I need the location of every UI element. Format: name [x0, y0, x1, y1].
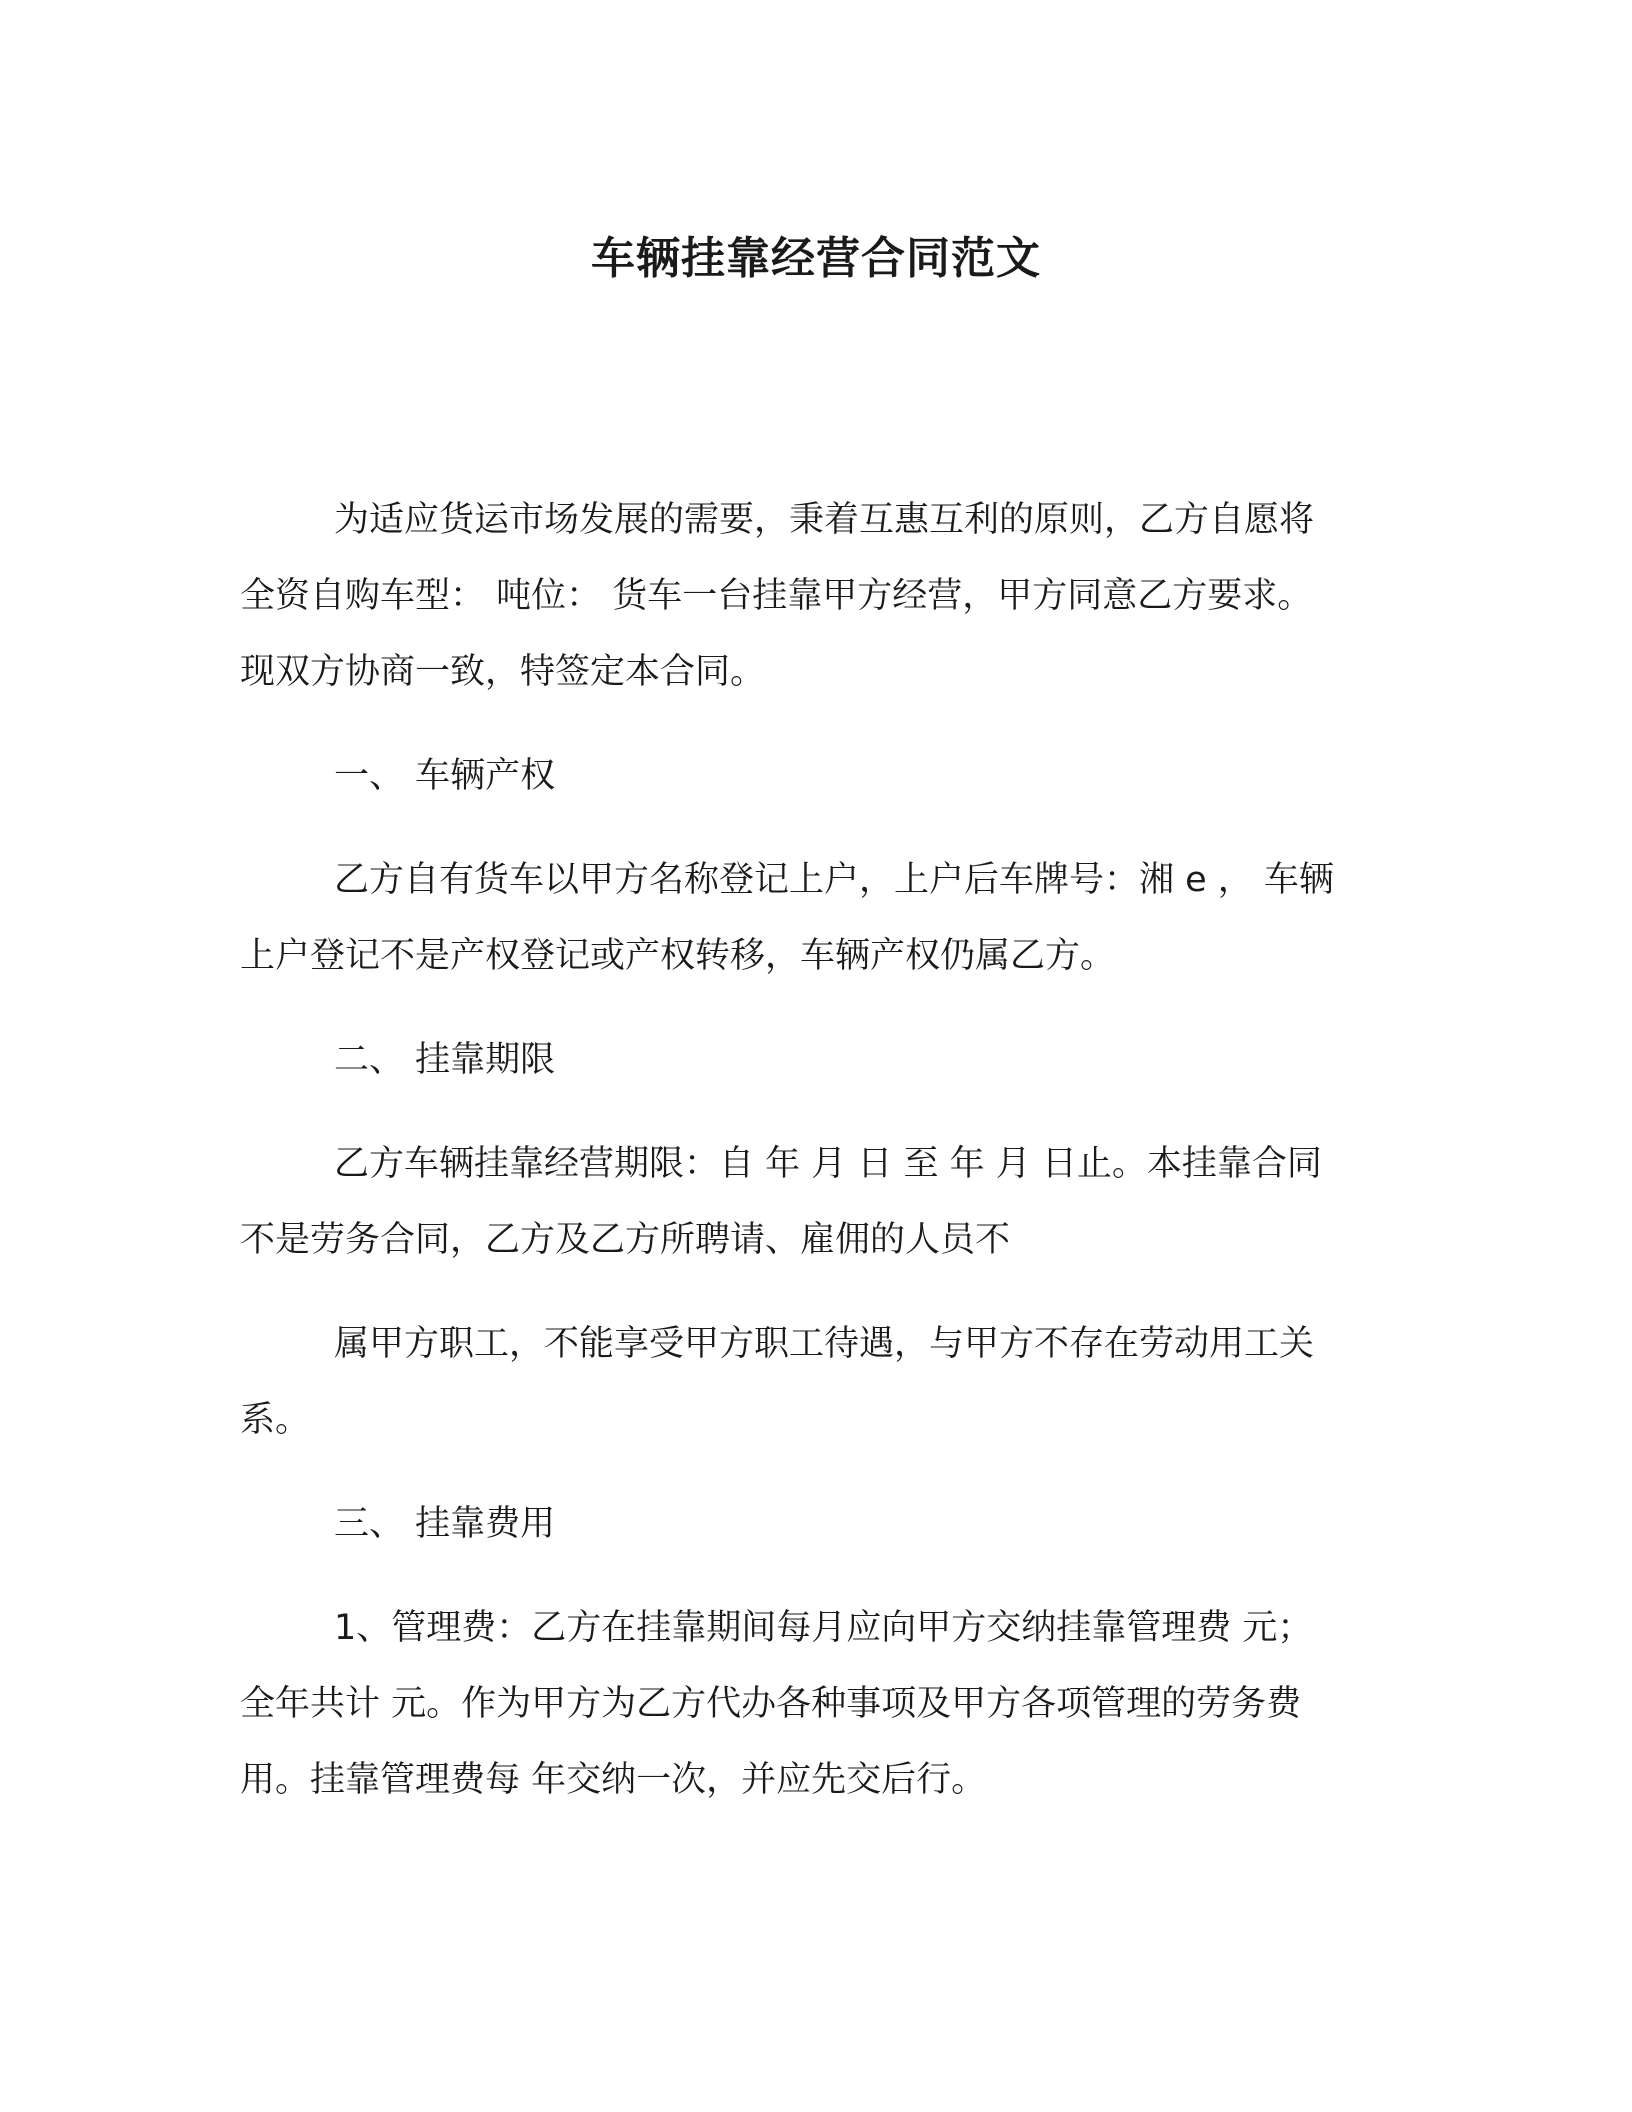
section-heading: 一、 车辆产权	[334, 756, 556, 796]
paragraph-line: 上户登记不是产权登记或产权转移，车辆产权仍属乙方。	[240, 936, 1116, 976]
paragraph-line: 乙方车辆挂靠经营期限：自 年 月 日 至 年 月 日止。本挂靠合同	[334, 1144, 1322, 1184]
document-title: 车辆挂靠经营合同范文	[591, 233, 1041, 284]
paragraph-line: 全年共计 元。作为甲方为乙方代办各种事项及甲方各项管理的劳务费	[240, 1684, 1302, 1724]
paragraph-line: 全资自购车型： 吨位： 货车一台挂靠甲方经营，甲方同意乙方要求。	[240, 576, 1313, 616]
paragraph-line: 为适应货运市场发展的需要，秉着互惠互利的原则，乙方自愿将	[334, 500, 1315, 540]
section-heading: 三、 挂靠费用	[334, 1504, 556, 1544]
paragraph-line: 属甲方职工，不能享受甲方职工待遇，与甲方不存在劳动用工关	[334, 1324, 1315, 1364]
paragraph-line: 系。	[240, 1400, 311, 1440]
paragraph-line: 现双方协商一致，特签定本合同。	[240, 652, 766, 692]
paragraph-line: 乙方自有货车以甲方名称登记上户，上户后车牌号：湘 e ， 车辆	[334, 860, 1334, 900]
section-heading: 二、 挂靠期限	[334, 1040, 556, 1080]
paragraph-line: 用。挂靠管理费每 年交纳一次，并应先交后行。	[240, 1760, 987, 1800]
paragraph-line: 1、管理费：乙方在挂靠期间每月应向甲方交纳挂靠管理费 元；	[334, 1608, 1313, 1648]
paragraph-line: 不是劳务合同，乙方及乙方所聘请、雇佣的人员不	[240, 1220, 1011, 1260]
